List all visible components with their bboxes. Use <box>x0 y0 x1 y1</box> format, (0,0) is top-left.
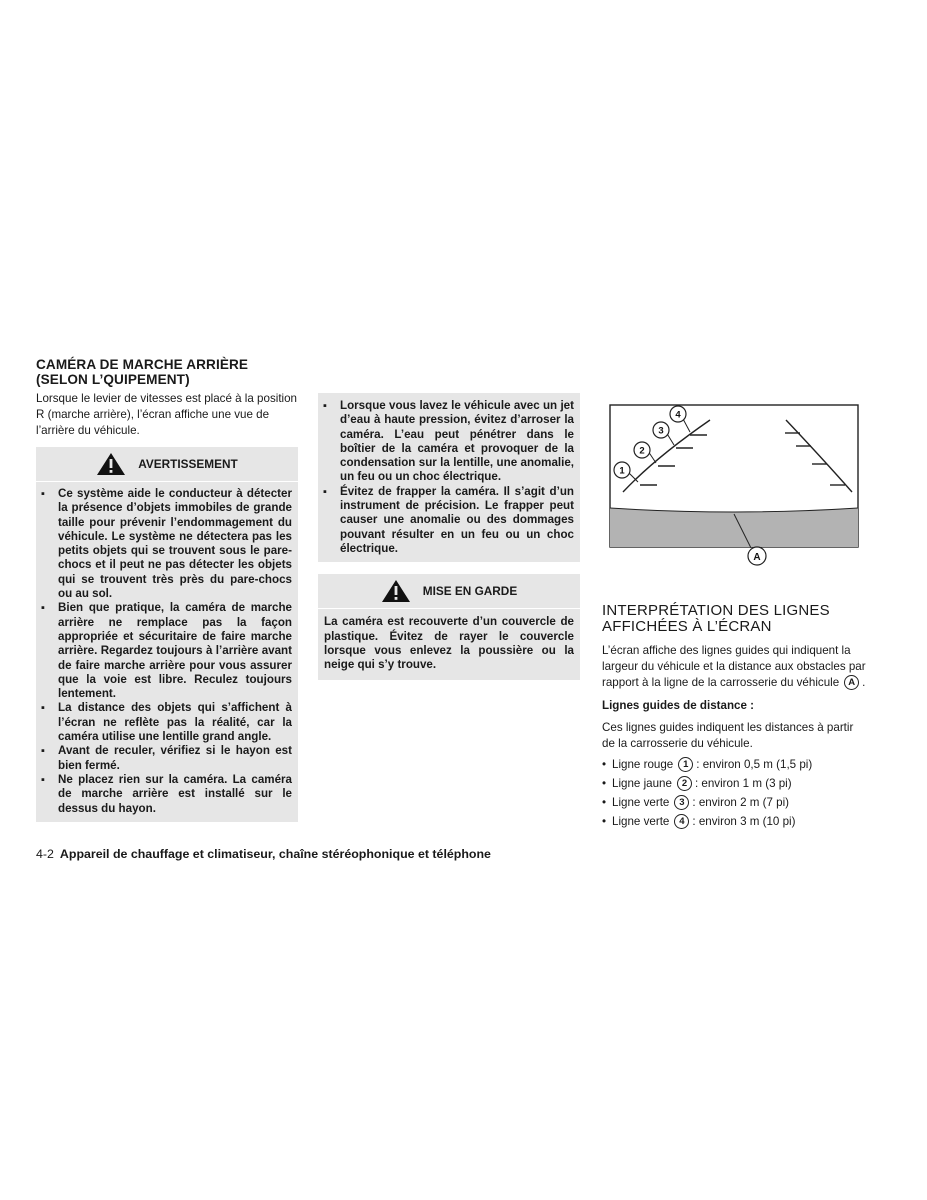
list-item: ▪ Évitez de frapper la caméra. Il s’agit d’un instrument de précision. Le frapper peut causer une anomalie ou des dommages pouvant résulter en un feu ou un choc électrique. <box>318 485 574 556</box>
guide-lines-heading: INTERPRÉTATION DES LIGNES AFFICHÉES À L’ÉCRAN <box>602 602 830 635</box>
svg-text:A: A <box>753 552 761 563</box>
warning-continued-list <box>318 399 574 556</box>
list-item: ▪ Avant de reculer, vérifiez si le hayon est bien fermé. <box>36 744 292 773</box>
warning-triangle-icon <box>96 452 126 476</box>
camera-guide-lines-illustration <box>600 398 868 570</box>
svg-text:3: 3 <box>658 425 664 437</box>
svg-text:4: 4 <box>675 409 681 421</box>
list-item: • Ligne rouge 1 : environ 0,5 m (1,5 pi) <box>602 755 866 774</box>
list-item: ▪ Bien que pratique, la caméra de marche arrière ne remplace pas la façon appropriée et sécuritaire de faire marche arrière. Regardez toujours à l’arrière avant de faire marche arrière pour vous assurer que la voie est libre. Reculez toujours lentement. <box>36 601 292 701</box>
warning-box <box>36 447 298 822</box>
callout-a <box>748 547 766 565</box>
callout-3 <box>653 422 669 438</box>
callout-4 <box>670 406 686 422</box>
list-item: ▪ Lorsque vous lavez le véhicule avec un jet d’eau à haute pression, évitez d’arroser la caméra. L’eau peut pénétrer dans le boîtier de la caméra et provoquer de la condensation sur la lentille, une anomalie, un feu ou un choc électrique. <box>318 399 574 485</box>
callout-a-mark: A <box>844 675 859 690</box>
right-column <box>602 603 866 831</box>
warning-header <box>36 447 298 482</box>
mark-4: 4 <box>674 814 689 829</box>
warning-list <box>36 482 298 816</box>
warning-triangle-icon <box>381 579 411 603</box>
mark-1: 1 <box>678 757 693 772</box>
middle-column <box>318 393 580 680</box>
left-column <box>36 357 298 822</box>
caution-text: La caméra est recouverte d’un couvercle de plastique. Évitez de rayer le couvercle lorsque vous enlevez la poussière ou la neige qui s’y trouve. <box>324 615 574 672</box>
chapter-title: Appareil de chauffage et climatiseur, chaîne stéréophonique et téléphone <box>59 847 491 861</box>
list-item: • Ligne verte 4 : environ 3 m (10 pi) <box>602 812 866 831</box>
distance-lines-intro: Ces lignes guides indiquent les distances à partir de la carrosserie du véhicule. <box>602 721 854 750</box>
mark-3: 3 <box>674 795 689 810</box>
warning-label: AVERTISSEMENT <box>138 457 238 471</box>
warning-continued-box <box>318 393 580 562</box>
camera-figure <box>600 398 868 570</box>
callout-2 <box>634 442 650 458</box>
list-item: • Ligne jaune 2 : environ 1 m (3 pi) <box>602 774 866 793</box>
distance-lines-list <box>602 755 866 831</box>
svg-text:1: 1 <box>619 465 625 477</box>
intro-paragraph: Lorsque le levier de vitesses est placé à la position R (marche arrière), l’écran affiche une vue de l’arrière du véhicule. <box>36 392 298 437</box>
guide-lines-intro: L’écran affiche des lignes guides qui indiquent la largeur du véhicule et la distance aux obstacles par rapport à la ligne de la carrosserie du véhicule A . <box>602 644 866 689</box>
mark-2: 2 <box>677 776 692 791</box>
distance-lines-subheading: Lignes guides de distance : <box>602 699 755 712</box>
callout-1 <box>614 462 630 478</box>
list-item: ▪ Ce système aide le conducteur à détecter la présence d’objets immobiles de grande taille pour prévenir l’endommagement du véhicule. Le système ne détectera pas les petits objets qui se trouvent sous le pare-chocs et il peut ne pas détecter les objets qui se trouvent très près du pare-chocs ou au sol. <box>36 487 292 601</box>
caution-label: MISE EN GARDE <box>422 584 518 599</box>
section-heading: CAMÉRA DE MARCHE ARRIÈRE (SELON L’QUIPEMENT) <box>36 357 249 387</box>
svg-text:2: 2 <box>639 445 645 457</box>
list-item: ▪ Ne placez rien sur la caméra. La caméra de marche arrière est installé sur le dessus du hayon. <box>36 773 292 816</box>
page-number: 4-2 <box>36 847 54 861</box>
list-item: ▪ La distance des objets qui s’affichent à l’écran ne reflète pas la réalité, car la caméra utilise une lentille grand angle. <box>36 701 292 744</box>
list-item: • Ligne verte 3 : environ 2 m (7 pi) <box>602 793 866 812</box>
page-footer <box>36 847 491 861</box>
caution-box <box>318 574 580 680</box>
caution-header <box>318 574 580 609</box>
